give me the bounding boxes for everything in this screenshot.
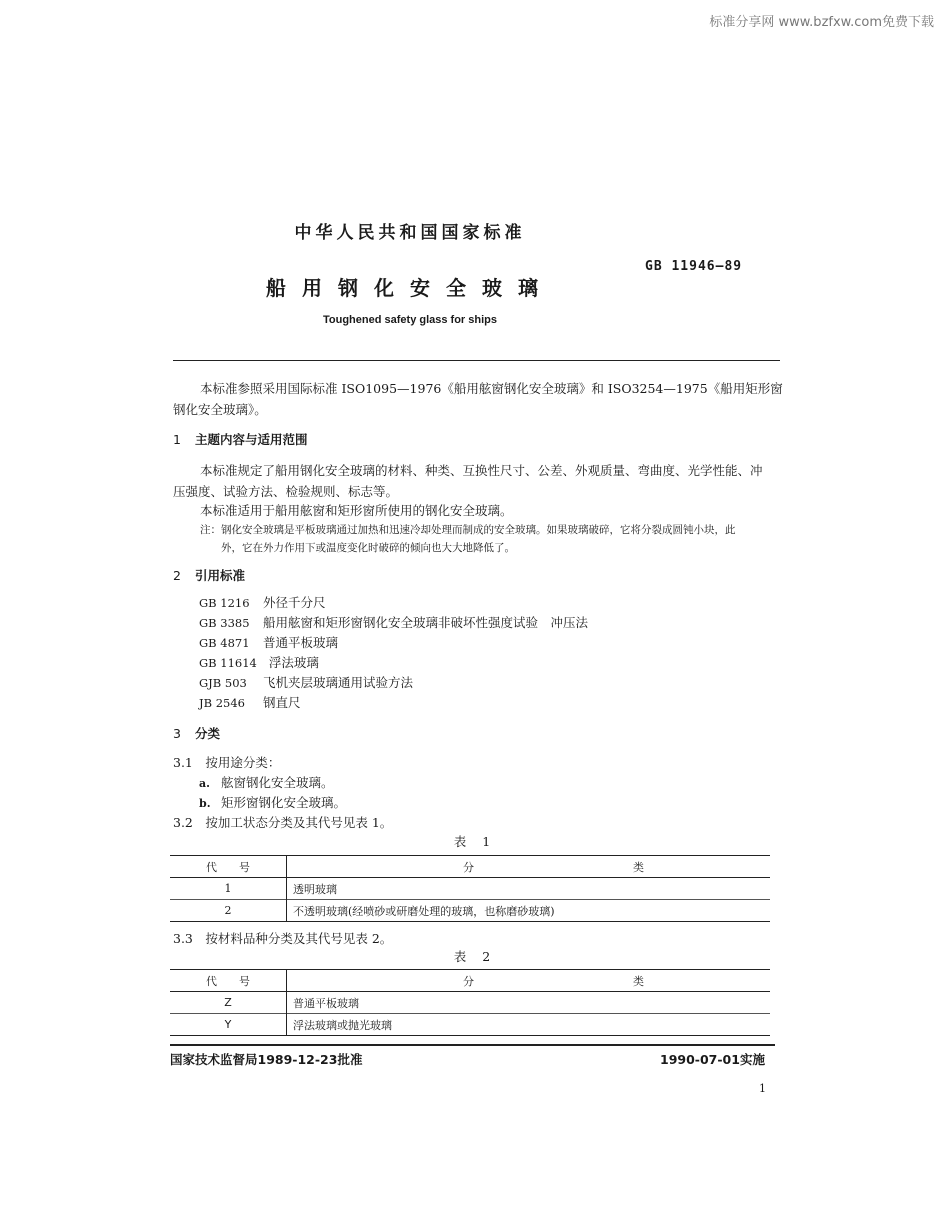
- row-code: Z: [170, 992, 287, 1014]
- header-code: 代 号: [170, 856, 287, 878]
- section-3-title: 分类: [195, 726, 221, 741]
- section-1-paragraph-1-line-2: 压强度、试验方法、检验规则、标志等。: [173, 484, 399, 499]
- header-classification: [287, 856, 771, 878]
- intro-line-1: 本标准参照采用国际标准 ISO1095—1976《船用舷窗钢化安全玻璃》和 ISO3254—1975《船用矩形窗: [200, 381, 783, 396]
- header-class-a: 分: [463, 860, 474, 874]
- reference-code: GB 3385: [199, 616, 250, 630]
- section-1-heading: [173, 430, 308, 448]
- watermark: 标准分享网 www.bzfxw.com免费下载: [709, 15, 934, 30]
- header-code: 代 号: [170, 970, 287, 992]
- reference-title: 飞机夹层玻璃通用试验方法: [263, 675, 414, 690]
- row-desc: 浮法玻璃或抛光玻璃: [293, 1018, 392, 1032]
- section-1-number: 1: [173, 432, 181, 447]
- row-code: 2: [170, 900, 287, 922]
- table-header-row: [170, 970, 770, 992]
- table-row: [170, 900, 770, 922]
- header-classification: [287, 970, 771, 992]
- table-2: [170, 969, 770, 1036]
- document-title-en: Toughened safety glass for ships: [323, 314, 497, 326]
- header-class-b: 类: [633, 974, 644, 988]
- table-row: [170, 992, 770, 1014]
- reference-item: [199, 612, 588, 634]
- section-1-paragraph-2: 本标准适用于船用舷窗和矩形窗所使用的钢化安全玻璃。: [200, 503, 513, 518]
- section-2-heading: [173, 566, 245, 584]
- reference-code: GB 4871: [199, 636, 250, 650]
- header-class-b: 类: [633, 860, 644, 874]
- table-1: [170, 855, 770, 922]
- effective-date: 1990-07-01实施: [660, 1052, 765, 1067]
- reference-item: [199, 592, 326, 614]
- row-desc: 普通平板玻璃: [293, 996, 359, 1010]
- section-1-title: 主题内容与适用范围: [195, 432, 308, 447]
- reference-item: [199, 692, 301, 714]
- table-row: [170, 1014, 770, 1036]
- standard-number: GB 11946—89: [645, 259, 743, 274]
- list-item-label: b.: [199, 797, 211, 810]
- clause-3-1: 3.1 按用途分类：: [173, 755, 281, 770]
- table-1-caption: 表 1: [453, 834, 497, 849]
- reference-title: 外径千分尺: [263, 595, 326, 610]
- reference-item: [199, 632, 338, 654]
- reference-code: GB 11614: [199, 656, 257, 670]
- list-item-label: a.: [199, 777, 210, 790]
- table-row: [170, 878, 770, 900]
- reference-item: [199, 672, 413, 694]
- reference-code: GJB 503: [199, 676, 247, 690]
- clause-3-3: 3.3 按材料品种分类及其代号见表 2。: [173, 931, 393, 946]
- section-1-paragraph-1-line-1: 本标准规定了船用钢化安全玻璃的材料、种类、互换性尺寸、公差、外观质量、弯曲度、光学性能、冲: [200, 463, 763, 478]
- national-standard-heading: 中华人民共和国国家标准: [294, 223, 526, 243]
- list-item: [199, 792, 346, 814]
- row-desc: 不透明玻璃(经喷砂或研磨处理的玻璃，也称磨砂玻璃): [293, 904, 555, 918]
- section-3-heading: [173, 724, 220, 742]
- document-title-cn: 船用钢化安全玻璃: [266, 276, 554, 300]
- section-3-number: 3: [173, 726, 181, 741]
- section-2-title: 引用标准: [195, 568, 246, 583]
- footer-divider: [170, 1044, 775, 1046]
- section-1-note-line-2: 外，它在外力作用下或温度变化时破碎的倾向也大大地降低了。: [221, 542, 515, 554]
- row-code: Y: [170, 1014, 287, 1036]
- reference-code: GB 1216: [199, 596, 250, 610]
- reference-title: 普通平板玻璃: [263, 635, 339, 650]
- table-header-row: [170, 856, 770, 878]
- reference-title: 浮法玻璃: [268, 655, 319, 670]
- reference-item: [199, 652, 319, 674]
- row-desc: 透明玻璃: [293, 882, 337, 896]
- reference-title: 船用舷窗和矩形窗钢化安全玻璃非破坏性强度试验 冲压法: [263, 615, 589, 630]
- reference-code: JB 2546: [199, 696, 245, 710]
- title-divider: [173, 360, 780, 361]
- section-2-number: 2: [173, 568, 181, 583]
- list-item: [199, 772, 334, 794]
- section-1-note-line-1: 注：钢化安全玻璃是平板玻璃通过加热和迅速冷却处理而制成的安全玻璃。如果玻璃破碎，它将分裂成圆钝小块，此: [200, 524, 736, 536]
- approval-line: 国家技术监督局1989-12-23批准: [170, 1052, 363, 1067]
- list-item-text: 舷窗钢化安全玻璃。: [221, 775, 334, 790]
- clause-3-2: 3.2 按加工状态分类及其代号见表 1。: [173, 815, 393, 830]
- list-item-text: 矩形窗钢化安全玻璃。: [221, 795, 347, 810]
- table-2-caption: 表 2: [453, 949, 497, 964]
- reference-title: 钢直尺: [263, 695, 301, 710]
- page-number: 1: [759, 1082, 766, 1095]
- header-class-a: 分: [463, 974, 474, 988]
- row-code: 1: [170, 878, 287, 900]
- intro-line-2: 钢化安全玻璃》。: [173, 402, 267, 417]
